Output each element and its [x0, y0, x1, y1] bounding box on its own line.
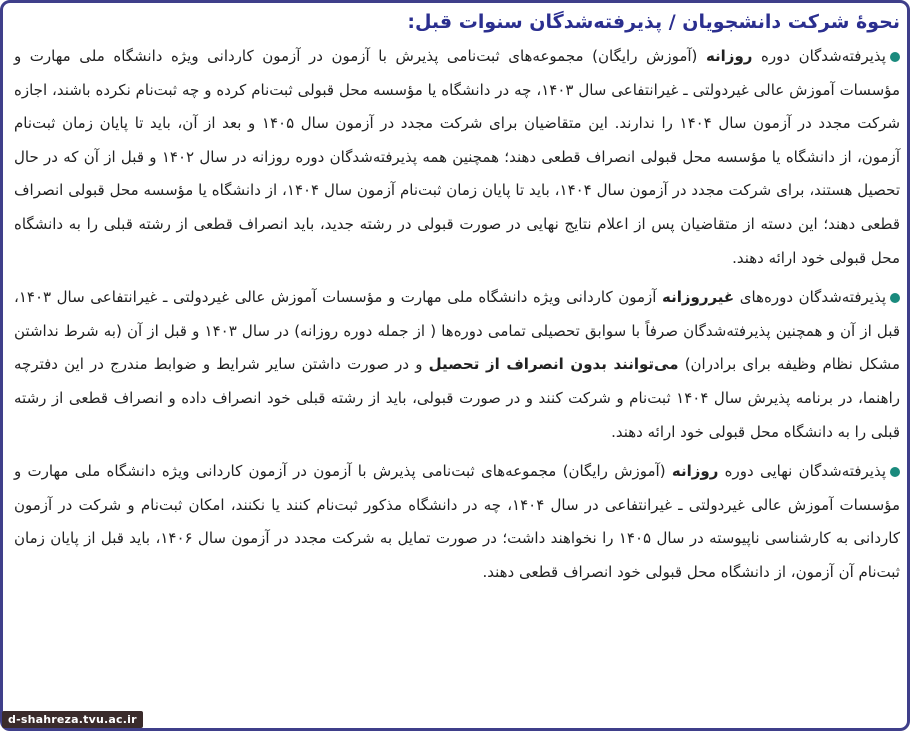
paragraph-2-bold-gheir-rozaneh: غیرروزانه: [662, 288, 735, 307]
bullet-icon: [890, 467, 900, 477]
paragraph-3-bold-rozaneh: روزانه: [671, 462, 719, 481]
site-watermark: d-shahreza.tvu.ac.ir: [2, 711, 143, 728]
section-heading: نحوهٔ شرکت دانشجویان / پذیرفته‌شدگان سنوات قبل:: [407, 11, 900, 33]
paragraph-1: [14, 40, 900, 275]
bullet-icon: [890, 52, 900, 62]
paragraph-2: [14, 281, 900, 449]
paragraph-3-text-a: پذیرفته‌شدگان نهایی دوره: [718, 462, 886, 481]
bullet-icon: [890, 293, 900, 303]
paragraph-2-bold-no-withdrawal: می‌توانند بدون انصراف از تحصیل: [428, 355, 679, 374]
paragraph-1-text-b: (آموزش رایگان) مجموعه‌های ثبت‌نامی پذیرش با آزمون در آزمون کاردانی ویژه دانشگاه ملی مهارت و مؤسسات آموزش عالی غیردولتی ـ غیرانتفاعی سال ۱۴۰۳، چه در دانشگاه یا مؤسسه محل قبولی ثبت‌نام کرده و چه ثبت‌نام نکرده باشند، اجازه شرکت مجدد در آزمون سال ۱۴۰۴ را ندارند. این متقاضیان برای شرکت مجدد در آزمون سال ۱۴۰۵ و بعد از آن، باید تا پایان زمان ثبت‌نام آزمون، از دانشگاه یا مؤسسه محل قبولی انصراف قطعی دهند؛ همچنین همه پذیرفته‌شدگان دوره روزانه در سال ۱۴۰۲ و قبل از آن که در حال تحصیل هستند، برای شرکت مجدد در آزمون سال ۱۴۰۴، باید تا پایان زمان ثبت‌نام آزمون سال ۱۴۰۴، از دانشگاه یا مؤسسه محل قبولی انصراف قطعی دهند؛ این دسته از متقاضیان پس از اعلام نتایج نهایی در صورت قبولی در رشته جدید، باید انصراف قطعی از رشته قبلی را به دانشگاه محل قبولی خود ارائه دهند.: [14, 47, 901, 267]
paragraph-1-bold-rozaneh: روزانه: [705, 47, 753, 65]
paragraph-2-text-b: آزمون کاردانی ویژه دانشگاه ملی مهارت و مؤسسات آموزش عالی غیردولتی ـ غیرانتفاعی سال ۱۴۰۳، قبل از آن و همچنین پذیرفته‌شدگان صرفاً با سوابق تحصیلی تمامی دوره‌ها ( از جمله دوره روزانه) در سال ۱۴۰۳ و قبل از آن (به شرط نداشتن مشکل نظام وظیفه برای برادران): [14, 288, 900, 374]
document-body: [14, 6, 900, 596]
paragraph-3: [14, 455, 900, 589]
paragraph-2-text-a: پذیرفته‌شدگان دوره‌های: [734, 288, 886, 307]
paragraph-1-text-a: پذیرفته‌شدگان دوره: [752, 47, 886, 65]
paragraph-2-text-c: و در صورت داشتن سایر شرایط و ضوابط مندرج در این دفترچه راهنما، در برنامه پذیرش سال ۱۴۰۴ ثبت‌نام و شرکت کنند و در صورت قبولی، باید از رشته قبلی خود انصراف داده و انصراف قطعی از رشته قبلی را به دانشگاه محل قبولی خود ارائه دهند.: [14, 355, 900, 441]
paragraph-3-text-b: (آموزش رایگان) مجموعه‌های ثبت‌نامی پذیرش با آزمون در آزمون کاردانی ویژه دانشگاه ملی مهارت و مؤسسات آموزش عالی غیردولتی ـ غیرانتفاعی در سال ۱۴۰۴، چه در دانشگاه مذکور ثبت‌نام کنند یا نکنند، امکان ثبت‌نام و شرکت در آزمون کاردانی به کارشناسی ناپیوسته در سال ۱۴۰۵ را نخواهند داشت؛ در صورت تمایل به شرکت مجدد در آزمون سال ۱۴۰۶، باید قبل از پایان زمان ثبت‌نام آن آزمون، از دانشگاه محل قبولی خود انصراف قطعی دهند.: [14, 462, 900, 581]
